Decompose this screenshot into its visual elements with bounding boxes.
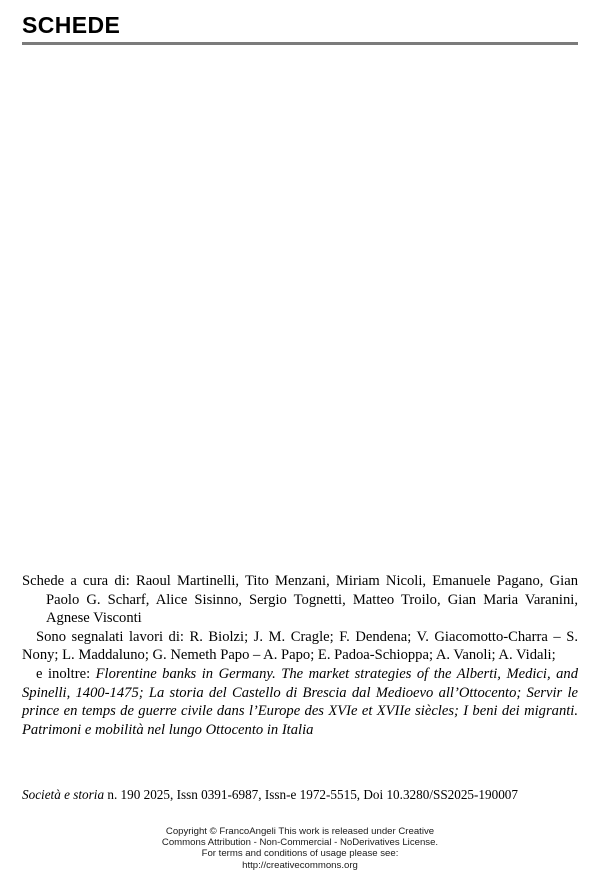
footer-line-1: Copyright © FrancoAngeli This work is released under Creative xyxy=(165,826,435,837)
paragraph-works-lead: e inoltre: xyxy=(36,665,96,682)
paragraph-reviewers: Sono segnalati lavori di: R. Biolzi; J. M. Cragle; F. Dendena; V. Giacomotto-Charra – S. Nony; L. Maddaluno; G. Nemeth Papo – A. Papo; E. Padoa-Schioppa; A. Vanoli; A. Vidali; xyxy=(22,628,578,664)
page-title: SCHEDE xyxy=(22,12,121,38)
journal-title: Società e storia xyxy=(22,787,105,802)
copyright-footer xyxy=(0,826,600,871)
header-divider xyxy=(22,42,578,45)
footer-license-url[interactable]: http://creativecommons.org xyxy=(242,859,358,871)
journal-citation xyxy=(22,786,578,803)
journal-details: n. 190 2025, Issn 0391-6987, Issn-e 1972-5515, Doi 10.3280/SS2025-190007 xyxy=(104,787,518,802)
paragraph-works xyxy=(22,665,578,739)
body-content xyxy=(22,572,578,739)
paragraph-editors: Schede a cura di: Raoul Martinelli, Tito Menzani, Miriam Nicoli, Emanuele Pagano, Gian Paolo G. Scharf, Alice Sisinno, Sergio Tognetti, Matteo Troilo, Gian Maria Varanini, Agnese Visconti xyxy=(22,573,578,627)
paragraph-works-titles: Florentine banks in Germany. The market strategies of the Alberti, Medici, and Spinelli, 1400-1475; La storia del Castello di Brescia dal Medioevo all’Ottocento; Servir le prince en temps de guerre civile dans l’Europe des XVIe et XVIIe siècles; I beni dei migranti. Patrimoni e mobilità nel lungo Ottocento in Italia xyxy=(22,665,578,738)
page-header xyxy=(22,12,578,45)
footer-line-2: Commons Attribution - Non-Commercial - NoDerivatives License. xyxy=(161,837,439,849)
footer-line-3: For terms and conditions of usage please see: xyxy=(201,848,399,860)
